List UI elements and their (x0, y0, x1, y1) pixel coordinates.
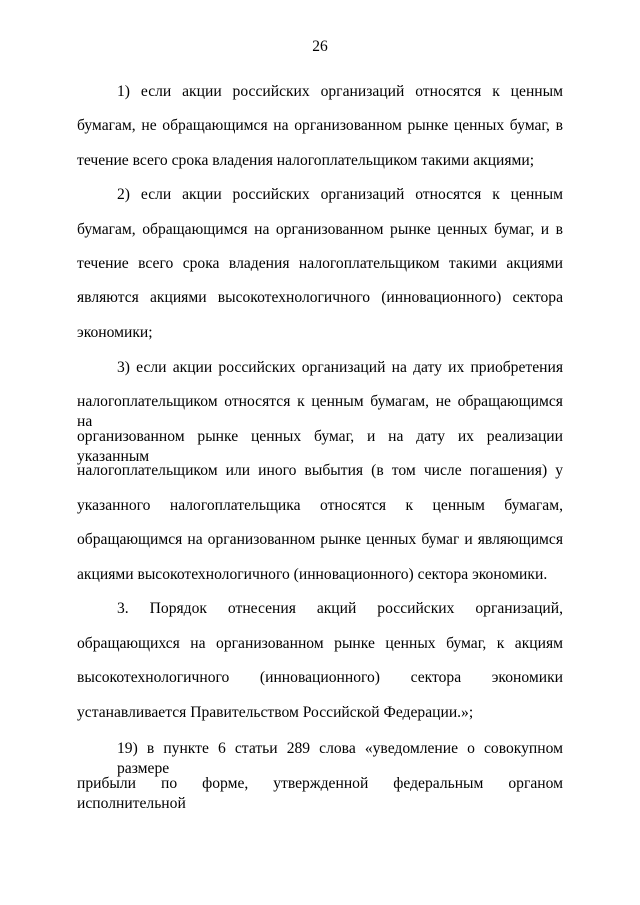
text-line: обращающимся на организованном рынке ценных бумаг и являющимся (77, 531, 563, 548)
text-line: 3) если акции российских организаций на дату их приобретения (117, 359, 563, 376)
text-line: устанавливается Правительством Российской Федерации.»; (77, 704, 474, 721)
page-number: 26 (312, 38, 328, 55)
text-line: 1) если акции российских организаций относятся к ценным (117, 83, 563, 100)
text-line: 19) в пункте 6 статьи 289 слова «уведомление о совокупном размере (117, 740, 563, 777)
text-line: течение всего срока владения налогоплательщиком такими акциями (77, 255, 563, 272)
text-line: экономики; (77, 324, 153, 341)
text-line: прибыли по форме, утвержденной федеральным органом исполнительной (77, 775, 563, 812)
text-line: высокотехнологичного (инновационного) сектора экономики (77, 669, 563, 686)
text-line: указанного налогоплательщика относятся к ценным бумагам, (77, 497, 563, 514)
text-line: 2) если акции российских организаций относятся к ценным (117, 186, 563, 203)
text-line: организованном рынке ценных бумаг, и на дату их реализации указанным (77, 428, 563, 465)
text-line: 3. Порядок отнесения акций российских организаций, (117, 600, 563, 617)
text-line: являются акциями высокотехнологичного (инновационного) сектора (77, 289, 563, 306)
text-line: обращающихся на организованном рынке ценных бумаг, к акциям (77, 635, 563, 652)
text-line: бумагам, обращающимся на организованном рынке ценных бумаг, и в (77, 221, 563, 238)
text-line: течение всего срока владения налогоплательщиком такими акциями; (77, 152, 535, 169)
text-line: акциями высокотехнологичного (инновационного) сектора экономики. (77, 566, 548, 583)
text-line: налогоплательщиком или иного выбытия (в том числе погашения) у (77, 462, 563, 479)
text-line: бумагам, не обращающимся на организованном рынке ценных бумаг, в (77, 117, 563, 134)
text-line: налогоплательщиком относятся к ценным бумагам, не обращающимся на (77, 393, 563, 430)
